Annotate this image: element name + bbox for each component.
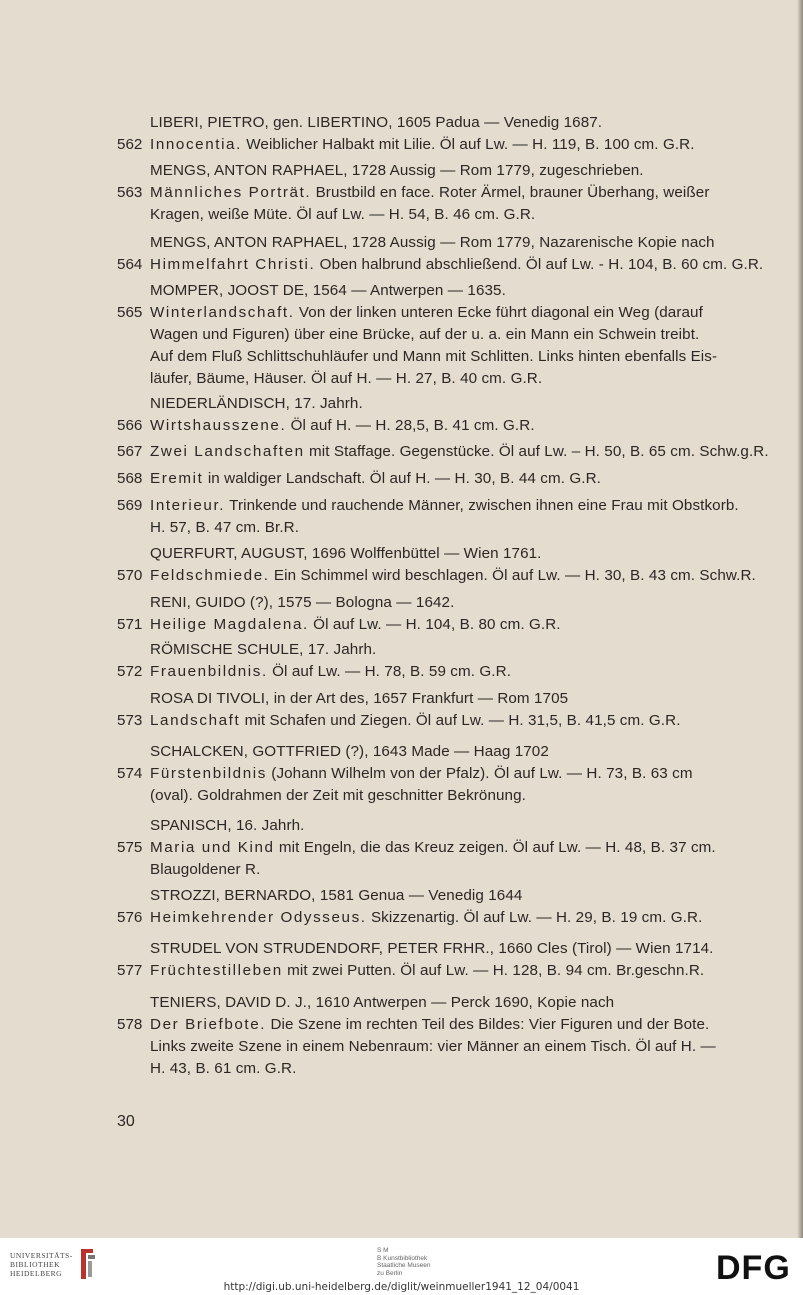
lot-text-line: Links zweite Szene in einem Nebenraum: vier Männer an einem Tisch. Öl auf H. — [150, 1038, 716, 1055]
lot-description [150, 710, 681, 732]
lot-number: 575 [117, 839, 143, 856]
lot-title: Früchtestilleben [150, 962, 283, 979]
university-library-logo[interactable] [10, 1247, 97, 1281]
lot-number: 572 [117, 663, 143, 680]
lot-description [150, 837, 716, 859]
artist-heading: NIEDERLÄNDISCH, 17. Jahrh. [150, 395, 363, 412]
artist-heading: RENI, GUIDO (?), 1575 — Bologna — 1642. [150, 594, 455, 611]
lot-number: 578 [117, 1016, 143, 1033]
lot-number: 571 [117, 616, 143, 633]
lot-text-line: mit Schafen und Ziegen. Öl auf Lw. — H. 31,5, B. 41,5 cm. G.R. [244, 712, 681, 729]
lot-text-line: H. 57, B. 47 cm. Br.R. [150, 519, 300, 536]
lot-description [150, 960, 704, 982]
lot-text-line: Skizzenartig. Öl auf Lw. — H. 29, B. 19 cm. G.R. [370, 909, 703, 926]
artist-heading: SPANISCH, 16. Jahrh. [150, 817, 305, 834]
lot-description [150, 495, 739, 517]
lot-title: Feldschmiede. [150, 567, 270, 584]
stamp-line: B Kunstbibliothek [377, 1254, 428, 1262]
permalink-url[interactable]: http://digi.ub.uni-heidelberg.de/diglit/weinmueller1941_12_04/0041 [223, 1281, 580, 1293]
lot-number: 576 [117, 909, 143, 926]
lot-text-line: Trinkende und rauchende Männer, zwischen ihnen eine Frau mit Obstkorb. [229, 497, 739, 514]
lot-title: Frauenbildnis. [150, 663, 268, 680]
lot-title: Männliches Porträt. [150, 184, 312, 201]
lot-number: 562 [117, 136, 143, 153]
lot-description [150, 182, 785, 204]
lot-number: 565 [117, 304, 143, 321]
artist-heading: SCHALCKEN, GOTTFRIED (?), 1643 Made — Haag 1702 [150, 743, 549, 760]
lot-description [150, 907, 702, 929]
lot-number: 569 [117, 497, 143, 514]
stamp-line: S M [377, 1247, 389, 1254]
lot-number: 566 [117, 417, 143, 434]
lot-text-line: läufer, Bäume, Häuser. Öl auf H. — H. 27, B. 40 cm. G.R. [150, 370, 543, 387]
lot-number: 577 [117, 962, 143, 979]
lot-text-line: (oval). Goldrahmen der Zeit mit geschnitter Bekrönung. [150, 787, 526, 804]
lot-description [150, 302, 785, 324]
lot-title: Himmelfahrt Christi. [150, 256, 316, 273]
lot-text-line: Von der linken unteren Ecke führt diagonal ein Weg (darauf [298, 304, 703, 321]
lot-number: 573 [117, 712, 143, 729]
lot-text-line: Kragen, weiße Müte. Öl auf Lw. — H. 54, B. 46 cm. G.R. [150, 206, 536, 223]
dfg-logo[interactable] [716, 1248, 792, 1284]
lot-text-line: mit zwei Putten. Öl auf Lw. — H. 128, B. 94 cm. Br.geschn.R. [287, 962, 705, 979]
lot-description [150, 614, 561, 636]
lot-text-line: in waldiger Landschaft. Öl auf H. — H. 30, B. 44 cm. G.R. [207, 470, 601, 487]
page-number: 30 [117, 1113, 135, 1130]
page-edge [797, 0, 803, 1238]
lot-title: Zwei Landschaften [150, 443, 305, 460]
lot-text-line: mit Staffage. Gegenstücke. Öl auf Lw. – H. 50, B. 65 cm. Schw.g.R. [309, 443, 769, 460]
lot-number: 568 [117, 470, 143, 487]
lot-text-line: Die Szene im rechten Teil des Bildes: Vier Figuren und der Bote. [270, 1016, 710, 1033]
lot-description [150, 1014, 709, 1036]
lot-text-line: Öl auf H. — H. 28,5, B. 41 cm. G.R. [290, 417, 535, 434]
lot-text-line: Blaugoldener R. [150, 861, 261, 878]
artist-heading: TENIERS, DAVID D. J., 1610 Antwerpen — Perck 1690, Kopie nach [150, 994, 615, 1011]
lot-title: Interieur. [150, 497, 226, 514]
logo-text-line: BIBLIOTHEK [10, 1259, 60, 1269]
lot-number: 570 [117, 567, 143, 584]
artist-heading: MENGS, ANTON RAPHAEL, 1728 Aussig — Rom 1779, zugeschrieben. [150, 162, 644, 179]
lot-text-line: Öl auf Lw. — H. 104, B. 80 cm. G.R. [313, 616, 561, 633]
lot-number: 563 [117, 184, 143, 201]
artist-heading: ROSA DI TIVOLI, in der Art des, 1657 Frankfurt — Rom 1705 [150, 690, 569, 707]
artist-heading: LIBERI, PIETRO, gen. LIBERTINO, 1605 Padua — Venedig 1687. [150, 114, 603, 131]
lot-text-line: Brustbild en face. Roter Ärmel, brauner Überhang, weißer [315, 184, 710, 201]
lot-text-line: mit Engeln, die das Kreuz zeigen. Öl auf Lw. — H. 48, B. 37 cm. [278, 839, 716, 856]
lot-number: 567 [117, 443, 143, 460]
library-stamp [377, 1247, 430, 1277]
artist-heading: MENGS, ANTON RAPHAEL, 1728 Aussig — Rom 1779, Nazarenische Kopie nach [150, 234, 715, 251]
artist-heading: RÖMISCHE SCHULE, 17. Jahrh. [150, 641, 377, 658]
lot-number: 574 [117, 765, 143, 782]
lot-description [150, 468, 601, 490]
lot-title: Winterlandschaft. [150, 304, 295, 321]
lot-description [150, 763, 693, 785]
logo-text-line: HEIDELBERG [10, 1268, 63, 1278]
lot-text-line: Oben halbrund abschließend. Öl auf Lw. - H. 104, B. 60 cm. G.R. [319, 256, 764, 273]
lot-text-line: Auf dem Fluß Schlittschuhläufer und Mann mit Schlitten. Links hinten ebenfalls Eis- [150, 348, 718, 365]
stamp-line: zu Berlin [377, 1269, 403, 1277]
lot-description [150, 565, 756, 587]
stamp-line: Staatliche Museen [377, 1262, 431, 1269]
lot-title: Fürstenbildnis [150, 765, 267, 782]
lot-description [150, 134, 785, 156]
lot-text-line: Ein Schimmel wird beschlagen. Öl auf Lw. — H. 30, B. 43 cm. Schw.R. [273, 567, 756, 584]
lot-title: Maria und Kind [150, 839, 275, 856]
lot-description [150, 415, 535, 437]
artist-heading: STROZZI, BERNARDO, 1581 Genua — Venedig 1644 [150, 887, 523, 904]
lot-number: 564 [117, 256, 143, 273]
artist-heading: QUERFURT, AUGUST, 1696 Wolffenbüttel — Wien 1761. [150, 545, 542, 562]
lot-text-line: Wagen und Figuren) über eine Brücke, auf der u. a. ein Mann ein Schwein treibt. [150, 326, 700, 343]
lot-text-line: H. 43, B. 61 cm. G.R. [150, 1060, 297, 1077]
lot-text-line: (Johann Wilhelm von der Pfalz). Öl auf Lw. — H. 73, B. 63 cm [271, 765, 693, 782]
dfg-logo-text: DFG [716, 1249, 791, 1284]
lot-title: Heilige Magdalena. [150, 616, 309, 633]
lot-description [150, 254, 785, 276]
artist-heading: STRUDEL VON STRUDENDORF, PETER FRHR., 1660 Cles (Tirol) — Wien 1714. [150, 940, 714, 957]
lot-title: Landschaft [150, 712, 241, 729]
university-emblem-icon [77, 1247, 97, 1281]
lot-title: Der Briefbote. [150, 1016, 267, 1033]
university-logo-text [10, 1251, 73, 1278]
lot-title: Heimkehrender Odysseus. [150, 909, 367, 926]
lot-text-line: Weiblicher Halbakt mit Lilie. Öl auf Lw. — H. 119, B. 100 cm. G.R. [246, 136, 695, 153]
lot-text-line: Öl auf Lw. — H. 78, B. 59 cm. G.R. [272, 663, 512, 680]
lot-description [150, 441, 769, 463]
logo-text-line: UNIVERSITÄTS- [10, 1250, 73, 1260]
lot-description [150, 661, 511, 683]
lot-title: Eremit [150, 470, 204, 487]
lot-title: Innocentia. [150, 136, 242, 153]
artist-heading: MOMPER, JOOST DE, 1564 — Antwerpen — 1635. [150, 282, 506, 299]
lot-title: Wirtshausszene. [150, 417, 287, 434]
